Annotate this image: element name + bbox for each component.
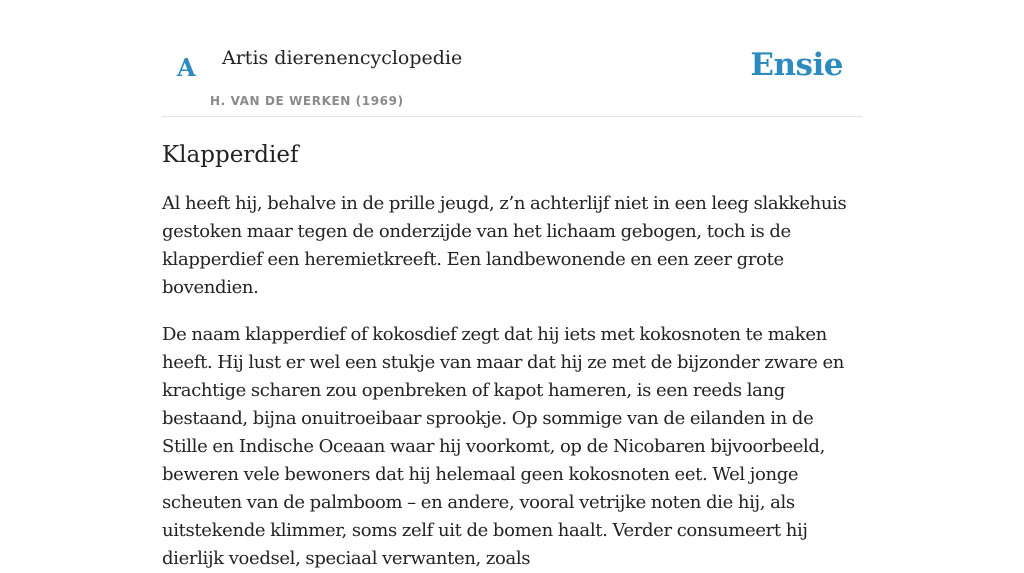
entry-title: Klapperdief xyxy=(162,142,299,168)
book-author: H. VAN DE WERKEN (1969) xyxy=(210,94,404,108)
book-letter-link[interactable]: A xyxy=(177,53,196,82)
book-title-link[interactable]: Artis dierenencyclopedie xyxy=(222,47,463,69)
article xyxy=(162,116,862,573)
article-paragraph-2: De naam klapperdief of kokosdief zegt dat hij iets met kokosnoten te maken heeft. Hij lust er wel een stukje van maar dat hij ze met de bijzonder zware en krachtige scharen zou openbreken of kapot hameren, is een reeds lang bestaand, bijna onuitroeibaar sprookje. Op sommige van de eilanden in de Stille en Indische Oceaan waar hij voorkomt, op de Nicobaren bijvoorbeeld, beweren vele bewoners dat hij helemaal geen kokosnoten eet. Wel jonge scheuten van de palmboom – en andere, vooral vetrijke noten die hij, als uitstekende klimmer, soms zelf uit de bomen haalt. Verder consumeert hij dierlijk voedsel, speciaal verwanten, zoals xyxy=(162,324,845,569)
ensie-logo-link[interactable]: Ensie xyxy=(750,47,843,83)
book-header xyxy=(162,0,862,117)
article-paragraph-1: Al heeft hij, behalve in de prille jeugd, z’n achterlijf niet in een leeg slakkehuis gestoken maar tegen de onderzijde van het lichaam gebogen, toch is de klapperdief een heremietkreeft. Een landbewonende en een zeer grote bovendien. xyxy=(162,193,847,298)
